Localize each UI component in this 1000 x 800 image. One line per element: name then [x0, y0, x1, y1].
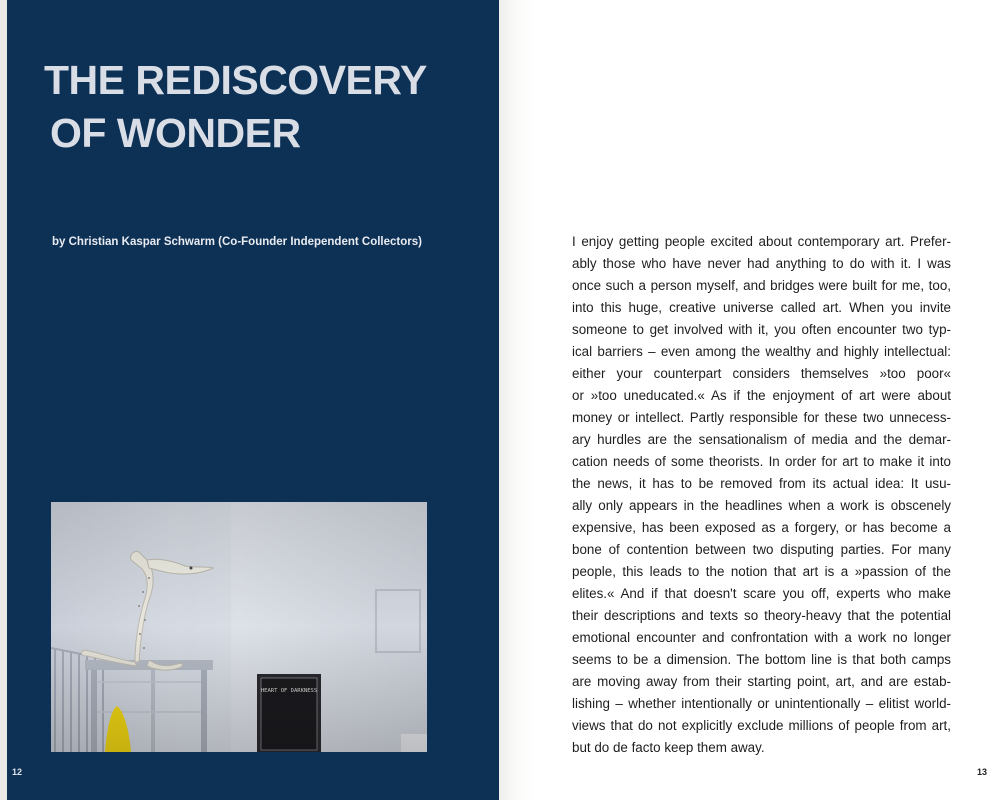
- body-line: people, this leads to the notion that art is a »passion of the: [572, 564, 951, 579]
- body-line: someone to get involved with it, you often encounter two typ-: [572, 322, 951, 337]
- body-line: are moving away from their starting point, art, and are estab-: [572, 674, 951, 689]
- body-line: either your counterpart considers themselves »too poor«: [572, 366, 951, 381]
- article-body: [572, 231, 951, 759]
- body-line: ally only appears in the headlines when a work is obscenely: [572, 498, 951, 513]
- title-line-2: OF WONDER: [50, 110, 301, 156]
- body-line: cation needs of some theorists. In order for art to make it into: [572, 454, 951, 469]
- body-line: their descriptions and texts so theory-heavy that the potential: [572, 608, 951, 623]
- title-line-1: THE REDISCOVERY: [44, 57, 427, 103]
- body-line: ably those who have never had anything to do with it. I was: [572, 256, 951, 271]
- body-line: views that do not explicitly exclude millions of people from art,: [572, 718, 951, 733]
- gallery-photo: [51, 502, 427, 752]
- body-line: into this huge, creative universe called art. When you invite: [572, 300, 951, 315]
- body-line: money or intellect. Partly responsible for these two unnecess-: [572, 410, 951, 425]
- body-line: I enjoy getting people excited about contemporary art. Prefer-: [572, 234, 951, 249]
- body-line: ical barriers – even among the wealthy and highly intellectual:: [572, 344, 951, 359]
- article-byline: by Christian Kaspar Schwarm (Co-Founder Independent Collectors): [52, 236, 422, 248]
- body-line: expensive, has been exposed as a forgery, or has become a: [572, 520, 951, 535]
- body-line: bone of contention between two disputing parties. For many: [572, 542, 951, 557]
- body-line: emotional encounter and confrontation with a work no longer: [572, 630, 951, 645]
- body-line: seems to be a dimension. The bottom line is that both camps: [572, 652, 951, 667]
- article-title: [44, 54, 427, 160]
- body-line: once such a person myself, and bridges were built for me, too,: [572, 278, 951, 293]
- page-edge: [0, 0, 7, 800]
- page-number-left: 12: [12, 767, 23, 777]
- body-line: the news, it has to be removed from its actual idea: It usu-: [572, 476, 951, 491]
- body-line: ary hurdles are the sensationalism of media and the demar-: [572, 432, 951, 447]
- page-number-right: 13: [977, 767, 988, 777]
- body-line: lishing – whether intentionally or unintentionally – elitist world-: [572, 696, 951, 711]
- body-line: elites.« And if that doesn't scare you off, experts who make: [572, 586, 951, 601]
- body-line: or »too uneducated.« As if the enjoyment of art were about: [572, 388, 951, 403]
- body-line: but do de facto keep them away.: [572, 740, 765, 755]
